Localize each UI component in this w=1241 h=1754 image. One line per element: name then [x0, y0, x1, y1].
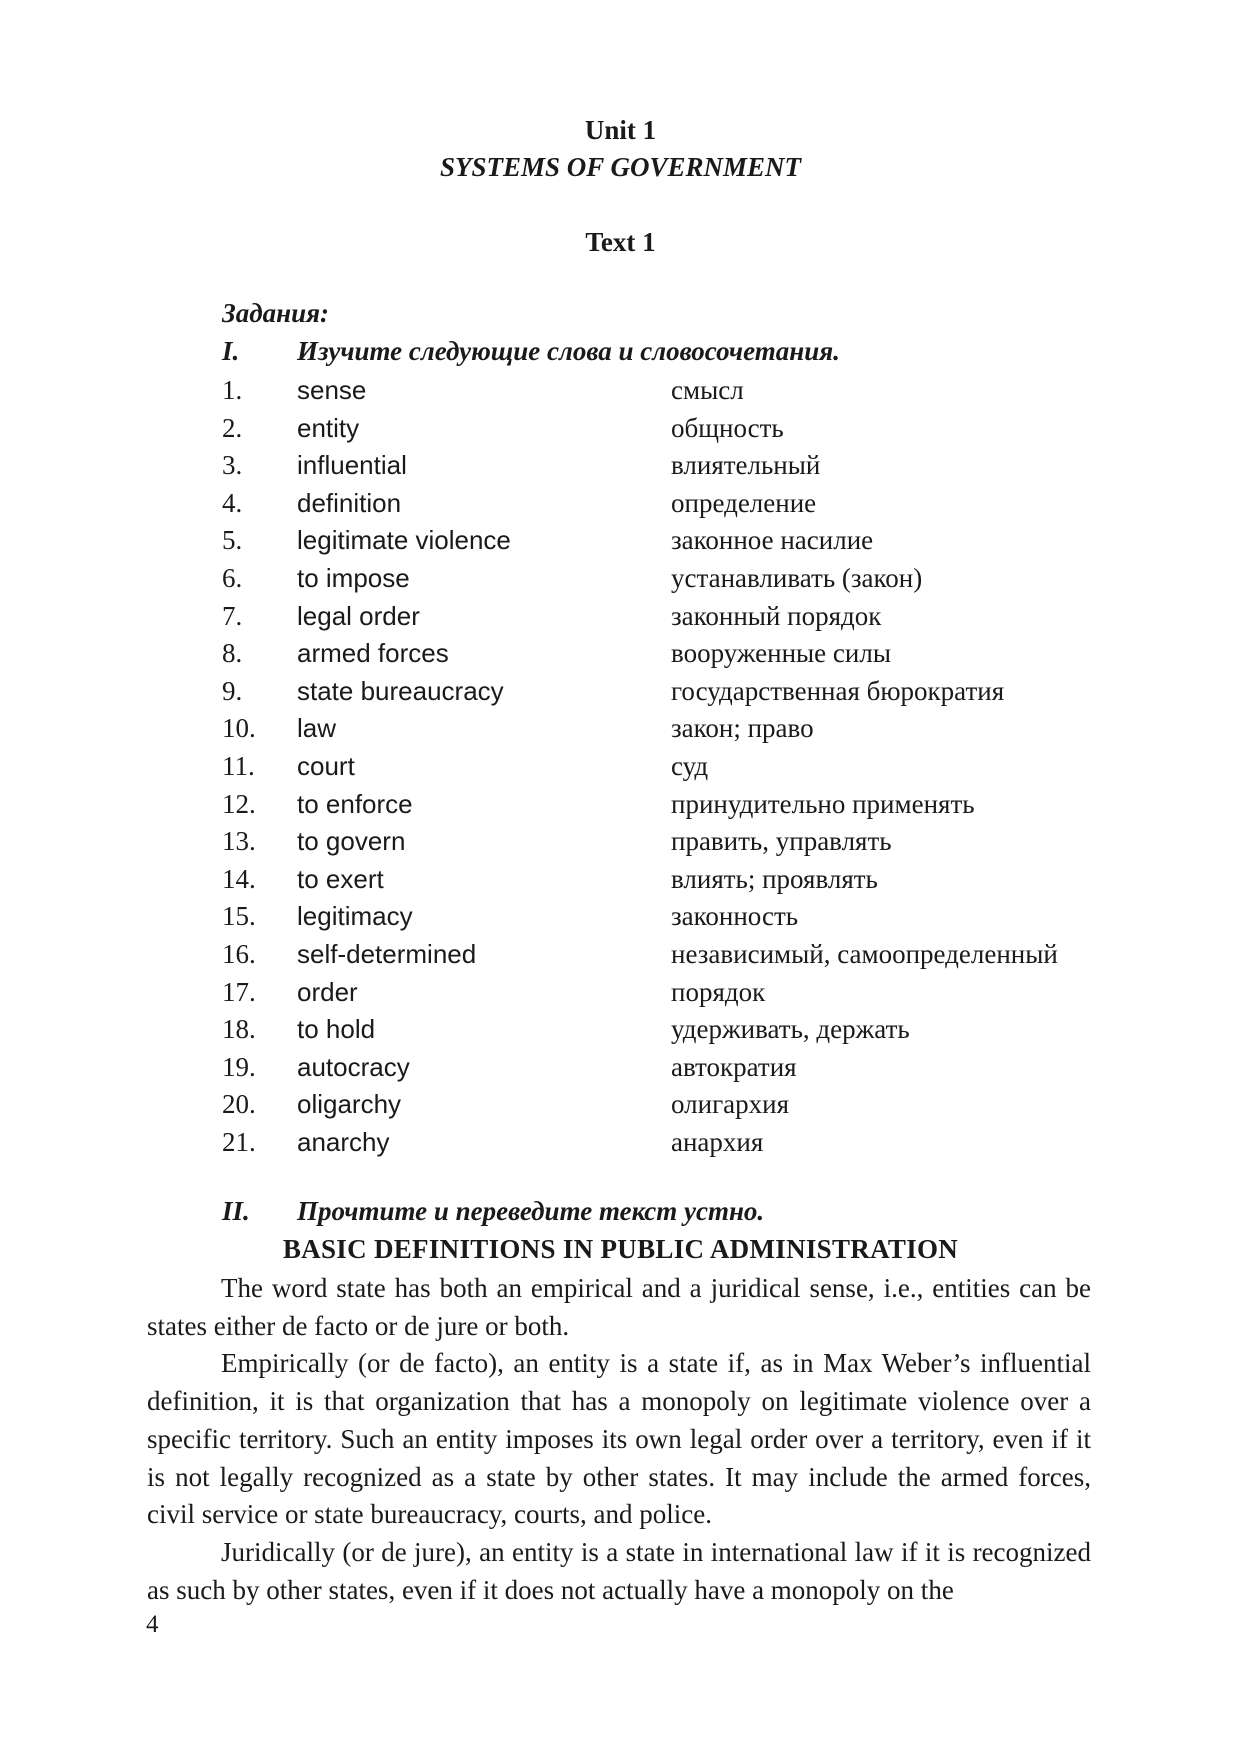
paragraph-3: Juridically (or de jure), an entity is a state in international law if it is recognized as such by other states, even if it does not actually have a monopoly on the	[147, 1536, 1091, 1605]
task-2-text: Прочтите и переведите текст устно.	[297, 1196, 765, 1226]
vocab-row	[222, 1011, 1122, 1049]
vocab-russian: принудительно применять	[671, 788, 975, 819]
vocab-number: 21.	[222, 1126, 256, 1157]
vocab-english: to hold	[297, 1014, 376, 1045]
vocab-english: court	[297, 750, 355, 781]
vocab-row	[222, 673, 1122, 711]
text-heading: BASIC DEFINITIONS IN PUBLIC ADMINISTRATION	[282, 1234, 959, 1264]
vocab-english: definition	[297, 487, 402, 518]
vocab-number: 13.	[222, 826, 256, 857]
task-1	[222, 336, 840, 367]
task-2	[222, 1196, 764, 1227]
vocab-russian: суд	[671, 750, 709, 781]
vocab-number: 12.	[222, 788, 256, 819]
vocab-russian: законный порядок	[671, 600, 882, 631]
vocab-row	[222, 898, 1122, 936]
vocab-english: legitimate violence	[297, 525, 511, 556]
vocab-number: 4.	[222, 487, 243, 518]
vocab-number: 16.	[222, 938, 256, 969]
vocab-russian: законное насилие	[671, 525, 874, 556]
vocab-number: 11.	[222, 750, 255, 781]
vocab-row	[222, 710, 1122, 748]
vocab-english: law	[297, 713, 337, 744]
vocab-english: anarchy	[297, 1126, 390, 1157]
vocab-number: 5.	[222, 525, 243, 556]
vocab-english: sense	[297, 375, 367, 405]
vocab-number: 15.	[222, 901, 256, 932]
vocab-english: self-determined	[297, 938, 477, 969]
vocab-number: 17.	[222, 976, 256, 1007]
vocab-russian: олигархия	[671, 1089, 789, 1120]
vocab-russian: устанавливать (закон)	[671, 562, 923, 593]
paragraph-2: Empirically (or de facto), an entity is a state if, as in Max Weber’s influential definition, it is that organization that has a monopoly on legitimate violence over a specific territory. Such an entity imposes its own legal order over a territory, even if it is not legally recognized as a state by other states. It may include the armed forces, civil service or state bureaucracy, courts, and police.	[147, 1348, 1091, 1530]
vocab-russian: удерживать, держать	[671, 1014, 910, 1045]
vocabulary-list	[222, 372, 1122, 1161]
vocab-row	[222, 372, 1122, 410]
vocab-english: influential	[297, 450, 407, 481]
vocab-russian: смысл	[671, 375, 744, 405]
vocab-russian: порядок	[671, 976, 766, 1007]
vocab-row	[222, 748, 1122, 786]
vocab-row	[222, 447, 1122, 485]
vocab-english: to enforce	[297, 788, 413, 819]
vocab-row	[222, 1086, 1122, 1124]
vocab-number: 10.	[222, 713, 256, 744]
vocab-russian: влиятельный	[671, 450, 821, 481]
vocab-row	[222, 1049, 1122, 1087]
vocab-english: oligarchy	[297, 1089, 402, 1120]
task-1-text: Изучите следующие слова и словосочетания.	[297, 336, 840, 366]
vocab-russian: закон; право	[671, 713, 814, 744]
vocab-row	[222, 861, 1122, 899]
tasks-label: Задания:	[222, 298, 330, 328]
vocab-russian: независимый, самоопределенный	[671, 938, 1058, 969]
vocab-english: legal order	[297, 600, 420, 631]
vocab-row	[222, 485, 1122, 523]
vocab-row	[222, 974, 1122, 1012]
vocab-russian: государственная бюрократия	[671, 675, 1005, 706]
vocab-russian: законность	[671, 901, 799, 932]
vocab-english: state bureaucracy	[297, 675, 504, 706]
vocab-english: to exert	[297, 863, 384, 894]
vocab-english: to impose	[297, 562, 410, 593]
vocab-row	[222, 936, 1122, 974]
vocab-row	[222, 560, 1122, 598]
vocab-english: armed forces	[297, 638, 449, 669]
paragraph-1: The word state has both an empirical and a juridical sense, i.e., entities can be states either de facto or de jure or both.	[147, 1273, 1091, 1341]
task-1-number: I.	[222, 336, 240, 366]
vocab-english: order	[297, 976, 358, 1007]
vocab-russian: вооруженные силы	[671, 638, 891, 669]
vocab-number: 8.	[222, 638, 243, 669]
vocab-number: 7.	[222, 600, 243, 631]
vocab-english: legitimacy	[297, 901, 413, 932]
vocab-number: 14.	[222, 863, 256, 894]
vocab-number: 18.	[222, 1014, 256, 1045]
vocab-number: 9.	[222, 675, 243, 706]
vocab-russian: автократия	[671, 1051, 797, 1082]
vocab-row	[222, 635, 1122, 673]
vocab-number: 6.	[222, 562, 243, 593]
vocab-number: 19.	[222, 1051, 256, 1082]
vocab-number: 3.	[222, 450, 243, 481]
vocab-number: 1.	[222, 375, 243, 405]
text-title: Text 1	[585, 227, 656, 257]
vocab-russian: анархия	[671, 1126, 764, 1157]
vocab-english: autocracy	[297, 1051, 410, 1082]
vocab-number: 2.	[222, 412, 243, 443]
vocab-row	[222, 823, 1122, 861]
task-2-number: II.	[222, 1196, 250, 1226]
unit-title: Unit 1	[584, 115, 657, 145]
vocab-english: to govern	[297, 826, 406, 857]
vocab-row	[222, 786, 1122, 824]
page-number: 4	[146, 1611, 159, 1638]
body-text	[147, 1270, 1091, 1609]
vocab-russian: править, управлять	[671, 826, 892, 857]
vocab-number: 20.	[222, 1089, 256, 1120]
vocab-russian: общность	[671, 412, 784, 443]
vocab-row	[222, 1124, 1122, 1162]
vocab-russian: определение	[671, 487, 817, 518]
vocab-row	[222, 598, 1122, 636]
vocab-row	[222, 410, 1122, 448]
unit-subtitle: SYSTEMS OF GOVERNMENT	[439, 152, 802, 182]
vocab-english: entity	[297, 412, 360, 443]
vocab-russian: влиять; проявлять	[671, 863, 878, 894]
vocab-row	[222, 522, 1122, 560]
